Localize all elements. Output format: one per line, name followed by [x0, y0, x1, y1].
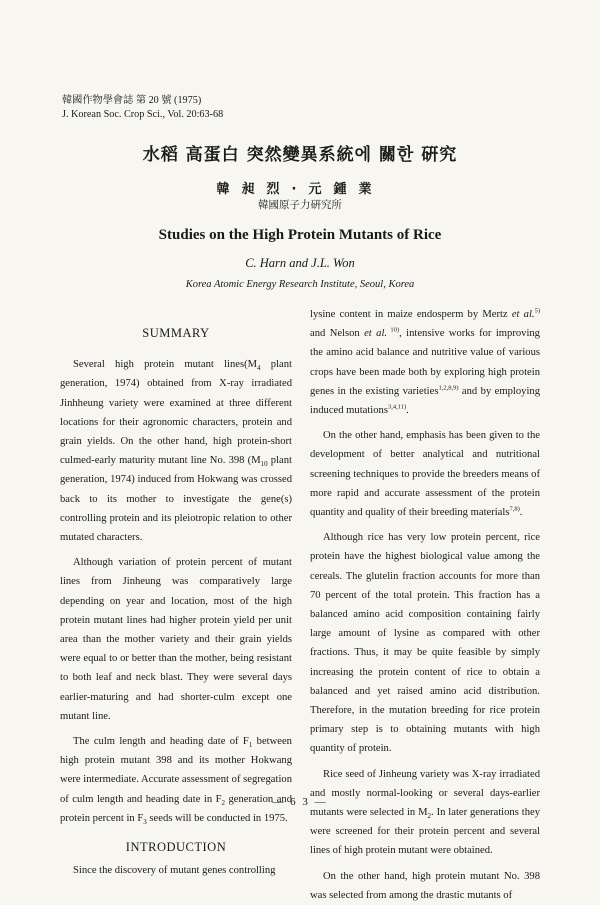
introduction-paragraph-3: On the other hand, emphasis has been given to the development of better analytical and nutritional screening techniques to provide the breeders means of more rapid and accurate assessment of the protein quantity and quality of their breeding materials$^{7,8)}$. — [310, 430, 540, 519]
summary-paragraph-2: Although variation of protein percent of mutant lines from Jinheung was comparatively large depending on year and location, most of the high protein mutant lines had higher protein yield per unit area than the mother variety and their grain yields were equal to or better than the mother, being resistant to both leaf and neck blast. They were several days earlier-maturing and had shorter-culm except one mutant line. — [60, 557, 292, 722]
journal-header-english: J. Korean Soc. Crop Sci., Vol. 20:63-68 — [62, 109, 224, 120]
introduction-paragraph-1: Since the discovery of mutant genes controlling — [73, 865, 276, 877]
right-column — [310, 305, 540, 905]
summary-paragraph-3: The culm length and heading date of $F_1$ between high protein mutant 398 and its mother Hokwang were intermediate. Accurate assessment of segregation of culm length and heading date in $F_2$ generation and protein percent in $F_3$ seeds will be conducted in 1975. — [60, 736, 292, 826]
introduction-paragraph-2: lysine content in maize endosperm by Mertz et al.$^{5)}$ and Nelson et al. $^{10)}$, intensive works for improving the amino acid balance and nutritive value of various crops have been made both by exploring high protein genes in the existing varieties$^{1,2,8,9)}$ and by employing induced mutations$^{3,4,11)}$. — [310, 307, 540, 417]
authors-korean: 韓昶烈·元鍾業 — [216, 182, 384, 197]
authors-english: C. Harn and J.L. Won — [245, 256, 355, 270]
introduction-paragraph-5: Rice seed of Jinheung variety was X-ray irradiated and mostly normal-looking or several days-earlier mutants were selected in $M_2$. In later generations they were screened for their protein percent and several lines of high protein mutant were obtained. — [310, 768, 540, 857]
journal-header — [62, 94, 223, 122]
introduction-paragraph-4: Although rice has very low protein percent, rice protein have the highest biological value among the cereals. The glutelin fraction accounts for more than 70 percent of the total protein. This fraction has a balanced amino acid composition containing fairly large amount of lysine as compared with other fractions. Thus, it may be quite feasible by simply increasing the protein content of rice to obtain a balanced and yet raised amino acid distribution. Therefore, in the mutation breeding for rice protein primary step is to obtaining mutants with high quantity of protein. — [310, 532, 540, 755]
title-english: Studies on the High Protein Mutants of Rice — [158, 227, 442, 243]
introduction-heading: INTRODUCTION — [125, 840, 227, 855]
summary-heading: SUMMARY — [142, 326, 210, 340]
summary-paragraph-1: Several high protein mutant $lines(M_4$ plant generation, 1974) obtained from X-ray irradiated Jinhheung variety were examined at three different locations for their agronomic characters, protein and grain yields. On the other hand, high protein-short culmed-early maturity mutant line No. 398 ($M_{10}$ plant generation, 1974) induced from Hokwang was crossed back to its mother to investigate the gene(s) controlling protein and its pleiotropic relation to other mutated characters. — [60, 359, 292, 544]
page-number: — 6 3 — — [272, 796, 328, 808]
title-korean: 水稻 高蛋白 突然變異系統에 關한 硏究 — [142, 145, 458, 165]
institution-english: Korea Atomic Energy Research Institute, Seoul, Korea — [185, 279, 415, 290]
introduction-paragraph-6: On the other hand, high protein mutant No. 398 was selected from among the drastic mutants of — [310, 870, 540, 901]
institution-korean: 韓國原子力硏究所 — [258, 199, 342, 211]
journal-header-korean: 韓國作物學會誌 第 20 號 (1975) — [62, 95, 202, 106]
